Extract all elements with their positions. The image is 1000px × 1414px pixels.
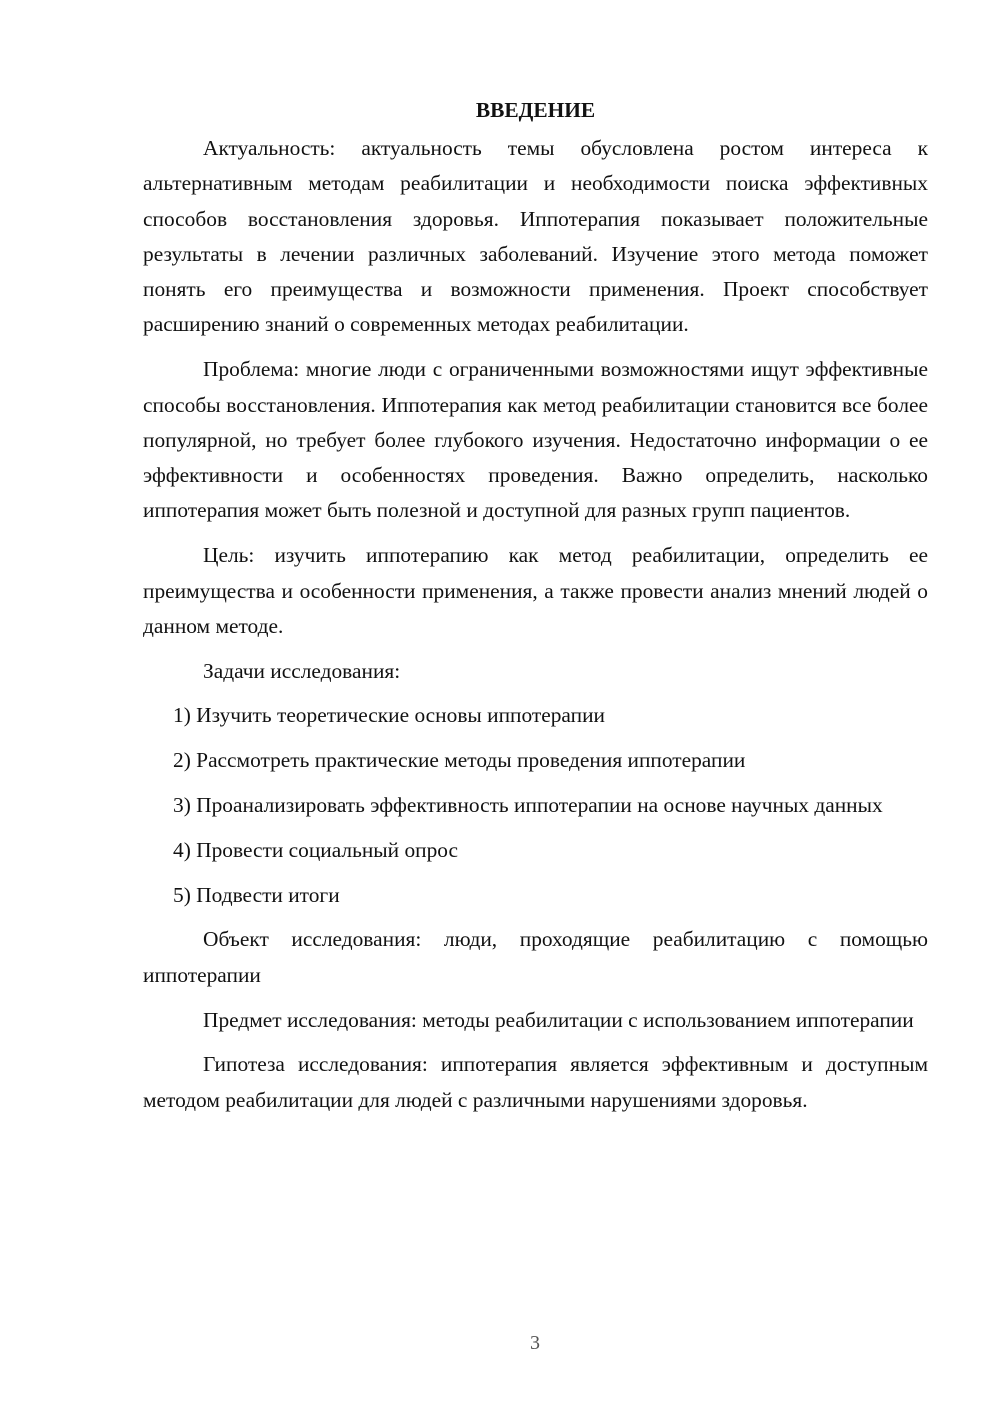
page-content	[143, 92, 928, 1127]
task-item: 4) Провести социальный опрос	[173, 837, 459, 862]
task-item: 3) Проанализировать эффективность иппотерапии на основе научных данных	[173, 793, 883, 818]
page-title: ВВЕДЕНИЕ	[475, 98, 596, 122]
task-item: 1) Изучить теоретические основы иппотерапии	[173, 703, 605, 728]
object-paragraph: Объект исследования: люди, проходящие реабилитацию с помощью иппотерапии	[143, 927, 928, 987]
relevance-paragraph: Актуальность: актуальность темы обусловлена ростом интереса к альтернативным методам реабилитации и необходимости поиска эффективных способов восстановления здоровья. Иппотерапия показывает положительные результаты в лечении различных заболеваний. Изучение этого метода поможет понять его преимущества и возможности применения. Проект способствует расширению знаний о современных методах реабилитации.	[143, 136, 928, 337]
task-item: 2) Рассмотреть практические методы проведения иппотерапии	[173, 748, 746, 773]
subject-paragraph: Предмет исследования: методы реабилитации с использованием иппотерапии	[203, 1007, 914, 1032]
hypothesis-paragraph: Гипотеза исследования: иппотерапия является эффективным и доступным методом реабилитации для людей с различными нарушениями здоровья.	[143, 1052, 928, 1112]
page-number: 3	[530, 1332, 540, 1354]
tasks-heading: Задачи исследования:	[203, 658, 401, 683]
goal-paragraph: Цель: изучить иппотерапию как метод реабилитации, определить ее преимущества и особенности применения, а также провести анализ мнений людей о данном методе.	[143, 543, 928, 638]
task-item: 5) Подвести итоги	[173, 882, 340, 907]
problem-paragraph: Проблема: многие люди с ограниченными возможностями ищут эффективные способы восстановления. Иппотерапия как метод реабилитации становится все более популярной, но требует более глубокого изучения. Недостаточно информации о ее эффективности и особенностях проведения. Важно определить, насколько иппотерапия может быть полезной и доступной для разных групп пациентов.	[143, 357, 928, 523]
